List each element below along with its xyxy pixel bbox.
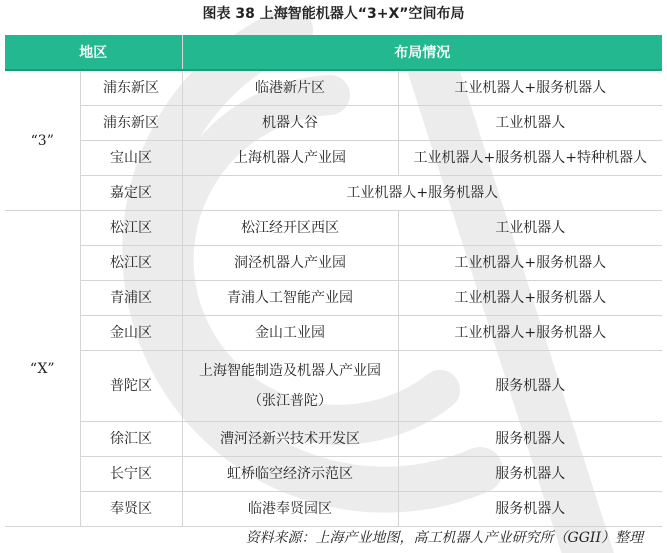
park-line-1: 上海智能制造及机器人产业园: [199, 363, 381, 379]
district-cell: 浦东新区: [80, 106, 182, 141]
header-region: 地区: [5, 35, 182, 70]
merged-type-cell: 工业机器人+服务机器人: [182, 176, 662, 211]
park-cell: 虹桥临空经济示范区: [182, 457, 398, 492]
district-cell: 长宁区: [80, 457, 182, 492]
type-cell: 工业机器人+服务机器人: [398, 70, 662, 106]
table-row: [5, 176, 662, 211]
type-cell: 服务机器人: [398, 351, 662, 422]
type-cell: 工业机器人+服务机器人: [398, 316, 662, 351]
type-cell: 工业机器人+服务机器人: [398, 246, 662, 281]
park-cell: 松江经开区西区: [182, 211, 398, 246]
type-cell: 工业机器人+服务机器人+特种机器人: [398, 141, 662, 176]
district-cell: 奉贤区: [80, 492, 182, 527]
park-cell: 青浦人工智能产业园: [182, 281, 398, 316]
table-row: [5, 351, 662, 422]
district-cell: 宝山区: [80, 141, 182, 176]
park-cell: 洞泾机器人产业园: [182, 246, 398, 281]
park-cell: [182, 351, 398, 422]
type-cell: 服务机器人: [398, 422, 662, 457]
type-cell: 服务机器人: [398, 457, 662, 492]
district-cell: 徐汇区: [80, 422, 182, 457]
table-header-row: [5, 35, 662, 70]
table-row: [5, 316, 662, 351]
table-row: [5, 246, 662, 281]
district-cell: 嘉定区: [80, 176, 182, 211]
type-cell: 工业机器人: [398, 211, 662, 246]
table-row: [5, 70, 662, 106]
layout-table: [5, 35, 662, 527]
district-cell: 普陀区: [80, 351, 182, 422]
header-layout: 布局情况: [182, 35, 662, 70]
figure-title: 图表 38 上海智能机器人“3+X”空间布局: [202, 6, 465, 22]
park-line-2: （张江普陀）: [248, 393, 332, 409]
district-cell: 青浦区: [80, 281, 182, 316]
table-row: [5, 281, 662, 316]
table-row: [5, 211, 662, 246]
table-row: [5, 141, 662, 176]
district-cell: 金山区: [80, 316, 182, 351]
source-note: 资料来源：上海产业地图，高工机器人产业研究所（GGII）整理: [245, 530, 643, 546]
district-cell: 松江区: [80, 246, 182, 281]
group-label-3: “3”: [5, 70, 80, 211]
table-row: [5, 492, 662, 527]
park-cell: 机器人谷: [182, 106, 398, 141]
type-cell: 工业机器人: [398, 106, 662, 141]
park-cell: 临港奉贤园区: [182, 492, 398, 527]
park-cell: 临港新片区: [182, 70, 398, 106]
park-cell: 上海机器人产业园: [182, 141, 398, 176]
district-cell: 浦东新区: [80, 70, 182, 106]
group-label-x: “X”: [5, 211, 80, 527]
type-cell: 服务机器人: [398, 492, 662, 527]
type-cell: 工业机器人+服务机器人: [398, 281, 662, 316]
district-cell: 松江区: [80, 211, 182, 246]
table-row: [5, 422, 662, 457]
park-cell: 金山工业园: [182, 316, 398, 351]
park-cell: 漕河泾新兴技术开发区: [182, 422, 398, 457]
table-row: [5, 457, 662, 492]
table-row: [5, 106, 662, 141]
